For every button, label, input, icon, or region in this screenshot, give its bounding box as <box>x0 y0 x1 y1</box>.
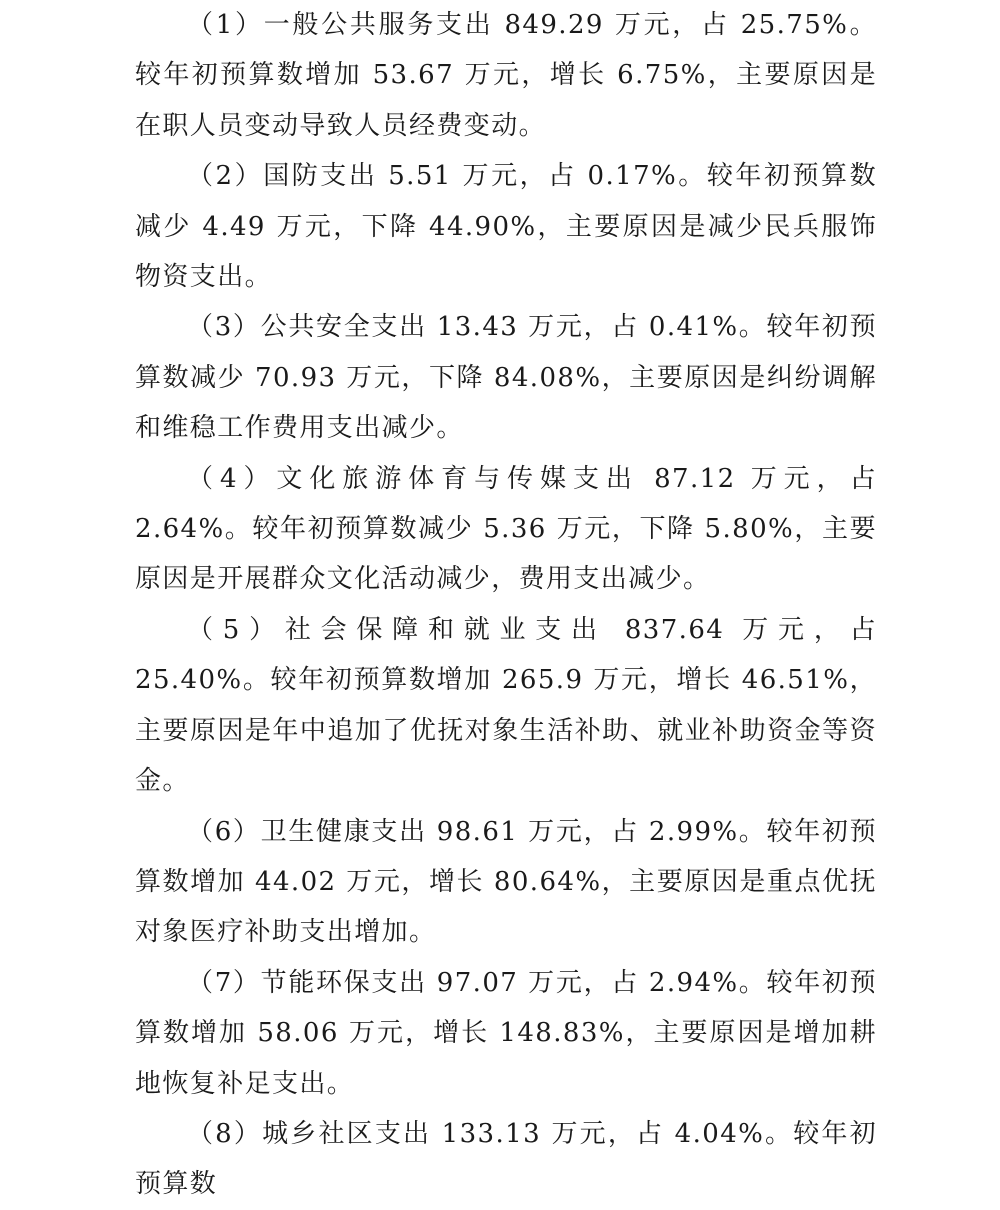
paragraph-energy-saving-environment: （7）节能环保支出 97.07 万元，占 2.94%。较年初预算数增加 58.06 万元，增长 148.83%，主要原因是增加耕地恢复补足支出。 <box>135 967 877 1099</box>
paragraph-health: （6）卫生健康支出 98.61 万元，占 2.99%。较年初预算数增加 44.02 万元，增长 80.64%，主要原因是重点优抚对象医疗补助支出增加。 <box>135 816 877 948</box>
paragraph-social-security-employment: （5）社会保障和就业支出 837.64 万元，占 25.40%。较年初预算数增加 265.9 万元，增长 46.51%，主要原因是年中追加了优抚对象生活补助、就业补助资金等资金。 <box>135 614 877 797</box>
paragraph-national-defense: （2）国防支出 5.51 万元，占 0.17%。较年初预算数减少 4.49 万元，下降 44.90%，主要原因是减少民兵服饰物资支出。 <box>135 161 877 293</box>
paragraph-general-public-services: （1）一般公共服务支出 849.29 万元，占 25.75%。较年初预算数增加 53.67 万元，增长 6.75%，主要原因是在职人员变动导致人员经费变动。 <box>135 10 877 141</box>
document-page <box>135 0 877 1210</box>
paragraph-public-security: （3）公共安全支出 13.43 万元，占 0.41%。较年初预算数减少 70.93 万元，下降 84.08%，主要原因是纠纷调解和维稳工作费用支出减少。 <box>135 312 877 444</box>
paragraph-culture-tourism-sports-media: （4）文化旅游体育与传媒支出 87.12 万元，占 2.64%。较年初预算数减少 5.36 万元，下降 5.80%，主要原因是开展群众文化活动减少，费用支出减少。 <box>135 463 877 595</box>
paragraph-urban-rural-community: （8）城乡社区支出 133.13 万元，占 4.04%。较年初预算数 <box>135 1118 877 1200</box>
